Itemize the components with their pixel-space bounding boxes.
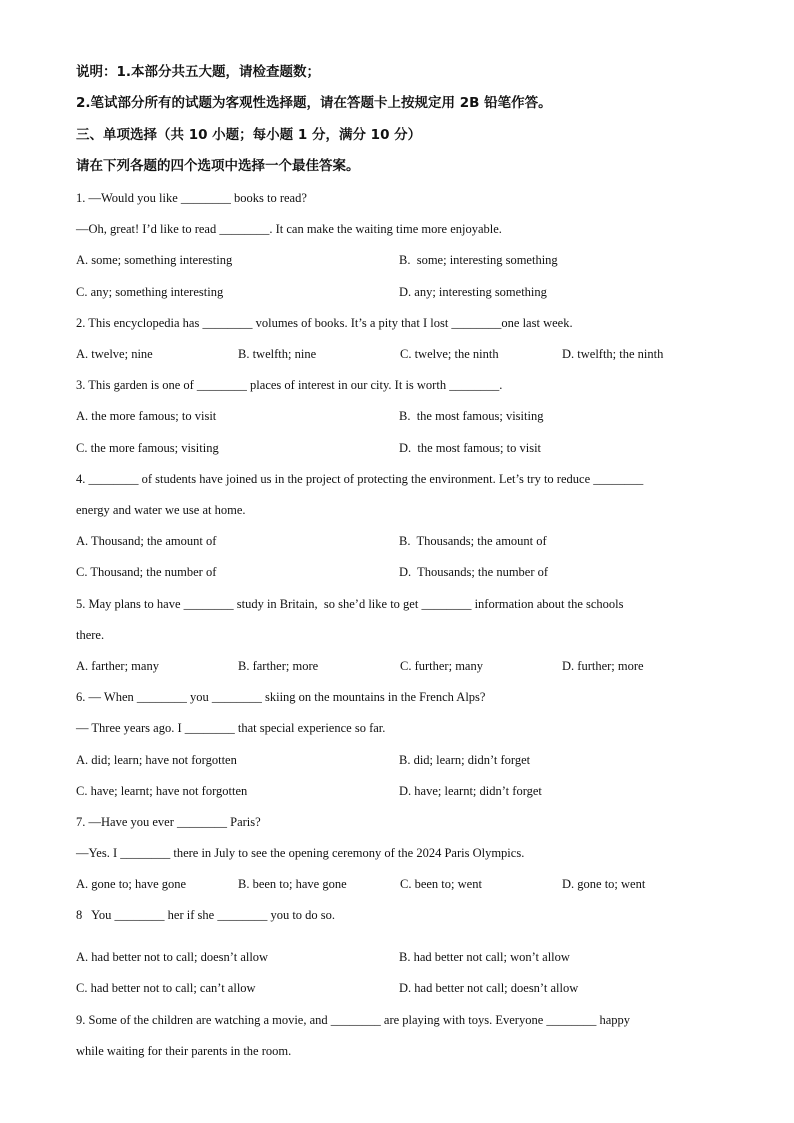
q5-option-a: A. farther; many [76, 659, 159, 673]
question-3-stem: 3. This garden is one of ________ places of interest in our city. It is worth ________. [76, 378, 503, 392]
q1-option-d: D. any; interesting something [399, 285, 547, 299]
q2-option-b: B. twelfth; nine [238, 347, 317, 361]
question-5-stem-cont: there. [76, 628, 105, 642]
q4-option-d: D. Thousands; the number of [399, 565, 549, 579]
question-9-stem-cont: while waiting for their parents in the room. [76, 1044, 292, 1058]
q7-option-a: A. gone to; have gone [76, 877, 187, 891]
q8-option-a: A. had better not to call; doesn’t allow [76, 950, 269, 964]
q3-option-c: C. the more famous; visiting [76, 441, 219, 455]
instruction: 请在下列各题的四个选项中选择一个最佳答案。 [76, 158, 360, 174]
question-6-reply: — Three years ago. I ________ that special experience so far. [76, 721, 386, 735]
q6-option-b: B. did; learn; didn’t forget [399, 753, 531, 767]
q4-option-a: A. Thousand; the amount of [76, 534, 217, 548]
q8-option-b: B. had better not call; won’t allow [399, 950, 570, 964]
q5-option-c: C. further; many [400, 659, 483, 673]
q4-option-b: B. Thousands; the amount of [399, 534, 547, 548]
q2-option-c: C. twelve; the ninth [400, 347, 499, 361]
q5-option-d: D. further; more [562, 659, 644, 673]
q6-option-d: D. have; learnt; didn’t forget [399, 784, 542, 798]
note-1: 说明：1.本部分共五大题，请检查题数； [76, 64, 321, 80]
question-8-stem: 8 You ________ her if she ________ you to do so. [76, 908, 336, 922]
q6-option-c: C. have; learnt; have not forgotten [76, 784, 248, 798]
q4-option-c: C. Thousand; the number of [76, 565, 217, 579]
note-2: 2.笔试部分所有的试题为客观性选择题，请在答题卡上按规定用 2B 铅笔作答。 [76, 95, 552, 111]
q5-option-b: B. farther; more [238, 659, 319, 673]
q7-option-c: C. been to; went [400, 877, 482, 891]
q3-option-b: B. the most famous; visiting [399, 409, 544, 423]
question-1-stem: 1. —Would you like ________ books to read? [76, 191, 307, 205]
question-4-stem-cont: energy and water we use at home. [76, 503, 246, 517]
question-5-stem: 5. May plans to have ________ study in Britain, so she’d like to get ________ information about the schools [76, 597, 624, 611]
q1-option-b: B. some; interesting something [399, 253, 558, 267]
q6-option-a: A. did; learn; have not forgotten [76, 753, 237, 767]
q3-option-d: D. the most famous; to visit [399, 441, 542, 455]
q7-option-d: D. gone to; went [562, 877, 646, 891]
question-7-reply: —Yes. I ________ there in July to see the opening ceremony of the 2024 Paris Olympics. [76, 846, 525, 860]
q1-option-a: A. some; something interesting [76, 253, 233, 267]
q2-option-a: A. twelve; nine [76, 347, 153, 361]
q8-option-c: C. had better not to call; can’t allow [76, 981, 256, 995]
section-title: 三、单项选择（共 10 小题；每小题 1 分，满分 10 分） [76, 127, 422, 143]
q8-option-d: D. had better not call; doesn’t allow [399, 981, 579, 995]
question-7-stem: 7. —Have you ever ________ Paris? [76, 815, 261, 829]
question-9-stem: 9. Some of the children are watching a movie, and ________ are playing with toys. Everyone ________ happy [76, 1013, 631, 1027]
question-2-stem: 2. This encyclopedia has ________ volumes of books. It’s a pity that I lost ________one last week. [76, 316, 573, 330]
q3-option-a: A. the more famous; to visit [76, 409, 217, 423]
question-6-stem: 6. — When ________ you ________ skiing on the mountains in the French Alps? [76, 690, 486, 704]
question-4-stem: 4. ________ of students have joined us in the project of protecting the environment. Let’s try to reduce ________ [76, 472, 644, 486]
q2-option-d: D. twelfth; the ninth [562, 347, 664, 361]
q1-option-c: C. any; something interesting [76, 285, 224, 299]
question-1-reply: —Oh, great! I’d like to read ________. It can make the waiting time more enjoyable. [76, 222, 502, 236]
q7-option-b: B. been to; have gone [238, 877, 347, 891]
